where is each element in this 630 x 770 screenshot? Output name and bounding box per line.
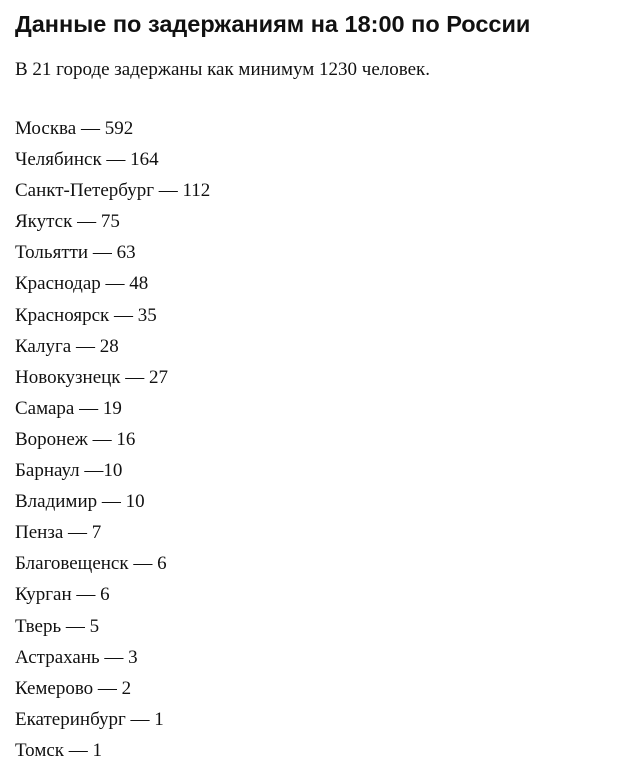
list-item: Астрахань — 3	[15, 646, 138, 668]
list-item: Санкт-Петербург — 112	[15, 180, 211, 202]
list-item: Воронеж — 16	[15, 428, 136, 450]
list-item: Челябинск — 164	[15, 149, 159, 171]
list-item: Красноярск — 35	[15, 304, 157, 326]
list-item: Якутск — 75	[15, 211, 120, 233]
list-item: Краснодар — 48	[15, 273, 149, 295]
list-item: Екатеринбург — 1	[15, 708, 164, 730]
list-item: Курган — 6	[15, 584, 110, 606]
list-item: Самара — 19	[15, 397, 122, 419]
list-item: Калуга — 28	[15, 335, 119, 357]
detentions-list	[15, 117, 210, 770]
list-item: Томск — 1	[15, 739, 103, 761]
list-item: Тольятти — 63	[15, 242, 136, 264]
page-title: Данные по задержаниям на 18:00 по России	[15, 11, 531, 37]
list-item: Пенза — 7	[15, 522, 102, 544]
list-item: Москва — 592	[15, 118, 134, 139]
list-item: Барнаул —10	[15, 460, 123, 482]
list-item: Владимир — 10	[15, 491, 145, 513]
list-item: Благовещенск — 6	[15, 553, 167, 575]
list-item: Тверь — 5	[15, 615, 100, 637]
list-item: Новокузнецк — 27	[15, 366, 169, 388]
list-item: Кемерово — 2	[15, 677, 132, 699]
summary-text: В 21 городе задержаны как минимум 1230 человек.	[15, 59, 431, 80]
